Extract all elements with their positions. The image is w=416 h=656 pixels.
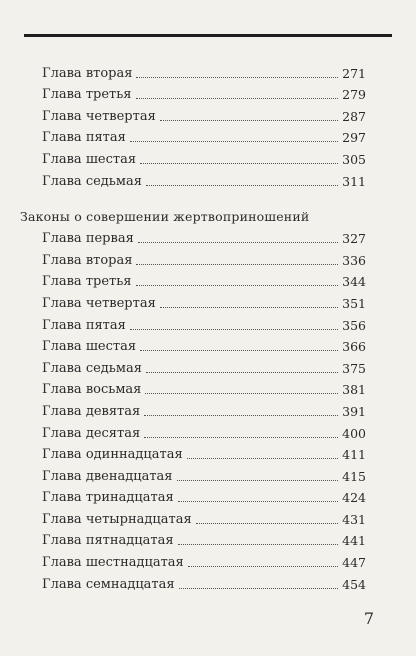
toc-entry-title: Глава пятнадцатая — [42, 533, 174, 549]
toc-entry-title: Глава третья — [42, 274, 132, 290]
toc-entry-page: 356 — [342, 317, 366, 333]
toc-entry-page: 279 — [342, 87, 366, 103]
toc-entry-page: 305 — [342, 151, 366, 167]
section-2-list — [20, 226, 366, 593]
toc-entry-title: Глава девятая — [42, 403, 141, 419]
toc-entry-page: 336 — [342, 252, 366, 268]
toc-entry[interactable] — [20, 103, 366, 125]
toc-entry[interactable] — [20, 312, 366, 334]
toc-leader-dots — [145, 393, 338, 394]
toc-entry-title: Глава четырнадцатая — [42, 511, 192, 527]
toc-leader-dots — [178, 544, 339, 545]
toc-entry[interactable] — [20, 549, 366, 571]
toc-entry-page: 366 — [342, 339, 366, 355]
toc-leader-dots — [188, 566, 338, 567]
toc-entry[interactable] — [20, 463, 366, 485]
toc-entry-title: Глава пятая — [42, 130, 126, 146]
toc-entry[interactable] — [20, 571, 366, 593]
toc-entry-title: Глава третья — [42, 87, 132, 103]
toc-entry[interactable] — [20, 60, 366, 82]
top-rule — [24, 34, 392, 37]
section-heading: Законы о совершении жертвоприношений — [20, 208, 310, 224]
toc-entry-title: Глава вторая — [42, 65, 133, 81]
toc-entry-title: Глава пятая — [42, 317, 126, 333]
toc-leader-dots — [136, 264, 338, 265]
toc-entry-page: 327 — [342, 231, 366, 247]
toc-entry[interactable] — [20, 247, 366, 269]
toc-leader-dots — [130, 141, 338, 142]
toc-entry[interactable] — [20, 290, 366, 312]
toc-leader-dots — [130, 329, 338, 330]
toc-entry-page: 271 — [342, 65, 366, 81]
toc-entry-title: Глава шестая — [42, 339, 137, 355]
toc-entry-page: 411 — [342, 447, 366, 463]
toc-entry[interactable] — [20, 528, 366, 550]
toc-entry-page: 344 — [342, 274, 366, 290]
toc-leader-dots — [196, 523, 339, 524]
toc-entry-page: 297 — [342, 130, 366, 146]
toc-leader-dots — [178, 501, 338, 502]
toc-leader-dots — [144, 437, 338, 438]
toc-entry-title: Глава седьмая — [42, 173, 142, 189]
toc-entry[interactable] — [20, 82, 366, 104]
toc-entry[interactable] — [20, 125, 366, 147]
toc-entry[interactable] — [20, 485, 366, 507]
toc-entry[interactable] — [20, 377, 366, 399]
toc-entry[interactable] — [20, 334, 366, 356]
toc-entry-title: Глава тринадцатая — [42, 490, 174, 506]
toc-entry-page: 447 — [342, 555, 366, 571]
toc-leader-dots — [136, 98, 339, 99]
toc-entry-title: Глава восьмая — [42, 382, 142, 398]
toc-entry-page: 454 — [342, 576, 366, 592]
toc-entry-title: Глава шестая — [42, 151, 137, 167]
toc-entry-page: 415 — [342, 468, 366, 484]
toc-entry-page: 287 — [342, 108, 366, 124]
toc-leader-dots — [140, 350, 338, 351]
toc-entry-page: 391 — [342, 403, 366, 419]
toc-leader-dots — [179, 588, 339, 589]
toc-entry-page: 431 — [342, 511, 366, 527]
toc-entry-title: Глава вторая — [42, 252, 133, 268]
toc-leader-dots — [160, 307, 338, 308]
toc-entry[interactable] — [20, 506, 366, 528]
toc-entry-page: 311 — [342, 173, 366, 189]
page-number: 7 — [363, 609, 374, 628]
toc-entry[interactable] — [20, 226, 366, 248]
toc-entry[interactable] — [20, 269, 366, 291]
toc-leader-dots — [136, 77, 338, 78]
toc-entry-page: 351 — [342, 295, 366, 311]
toc-entry-title: Глава семнадцатая — [42, 576, 175, 592]
toc-entry-title: Глава первая — [42, 231, 134, 247]
toc-entry-page: 375 — [342, 360, 366, 376]
toc-entry[interactable] — [20, 168, 366, 190]
toc-leader-dots — [146, 372, 338, 373]
toc-leader-dots — [146, 185, 338, 186]
toc-entry[interactable] — [20, 398, 366, 420]
toc-entry[interactable] — [20, 420, 366, 442]
toc-entry-page: 424 — [342, 490, 366, 506]
section-1-list — [20, 60, 366, 190]
toc-entry-title: Глава четвертая — [42, 108, 156, 124]
toc-leader-dots — [144, 415, 338, 416]
toc-entry-page: 441 — [342, 533, 366, 549]
toc-leader-dots — [187, 458, 338, 459]
toc-entry-title: Глава четвертая — [42, 295, 156, 311]
toc-entry[interactable] — [20, 355, 366, 377]
toc-leader-dots — [160, 120, 338, 121]
toc-leader-dots — [140, 163, 338, 164]
toc-entry-title: Глава десятая — [42, 425, 141, 441]
toc-entry-title: Глава седьмая — [42, 360, 142, 376]
toc-entry-title: Глава двенадцатая — [42, 468, 173, 484]
toc-leader-dots — [136, 285, 339, 286]
toc-entry[interactable] — [20, 146, 366, 168]
toc-leader-dots — [138, 242, 338, 243]
toc-entry[interactable] — [20, 442, 366, 464]
table-of-contents — [20, 60, 366, 593]
toc-entry-page: 400 — [342, 425, 366, 441]
toc-leader-dots — [177, 480, 339, 481]
toc-entry-title: Глава шестнадцатая — [42, 555, 184, 571]
toc-entry-page: 381 — [342, 382, 366, 398]
toc-entry-title: Глава одиннадцатая — [42, 447, 183, 463]
